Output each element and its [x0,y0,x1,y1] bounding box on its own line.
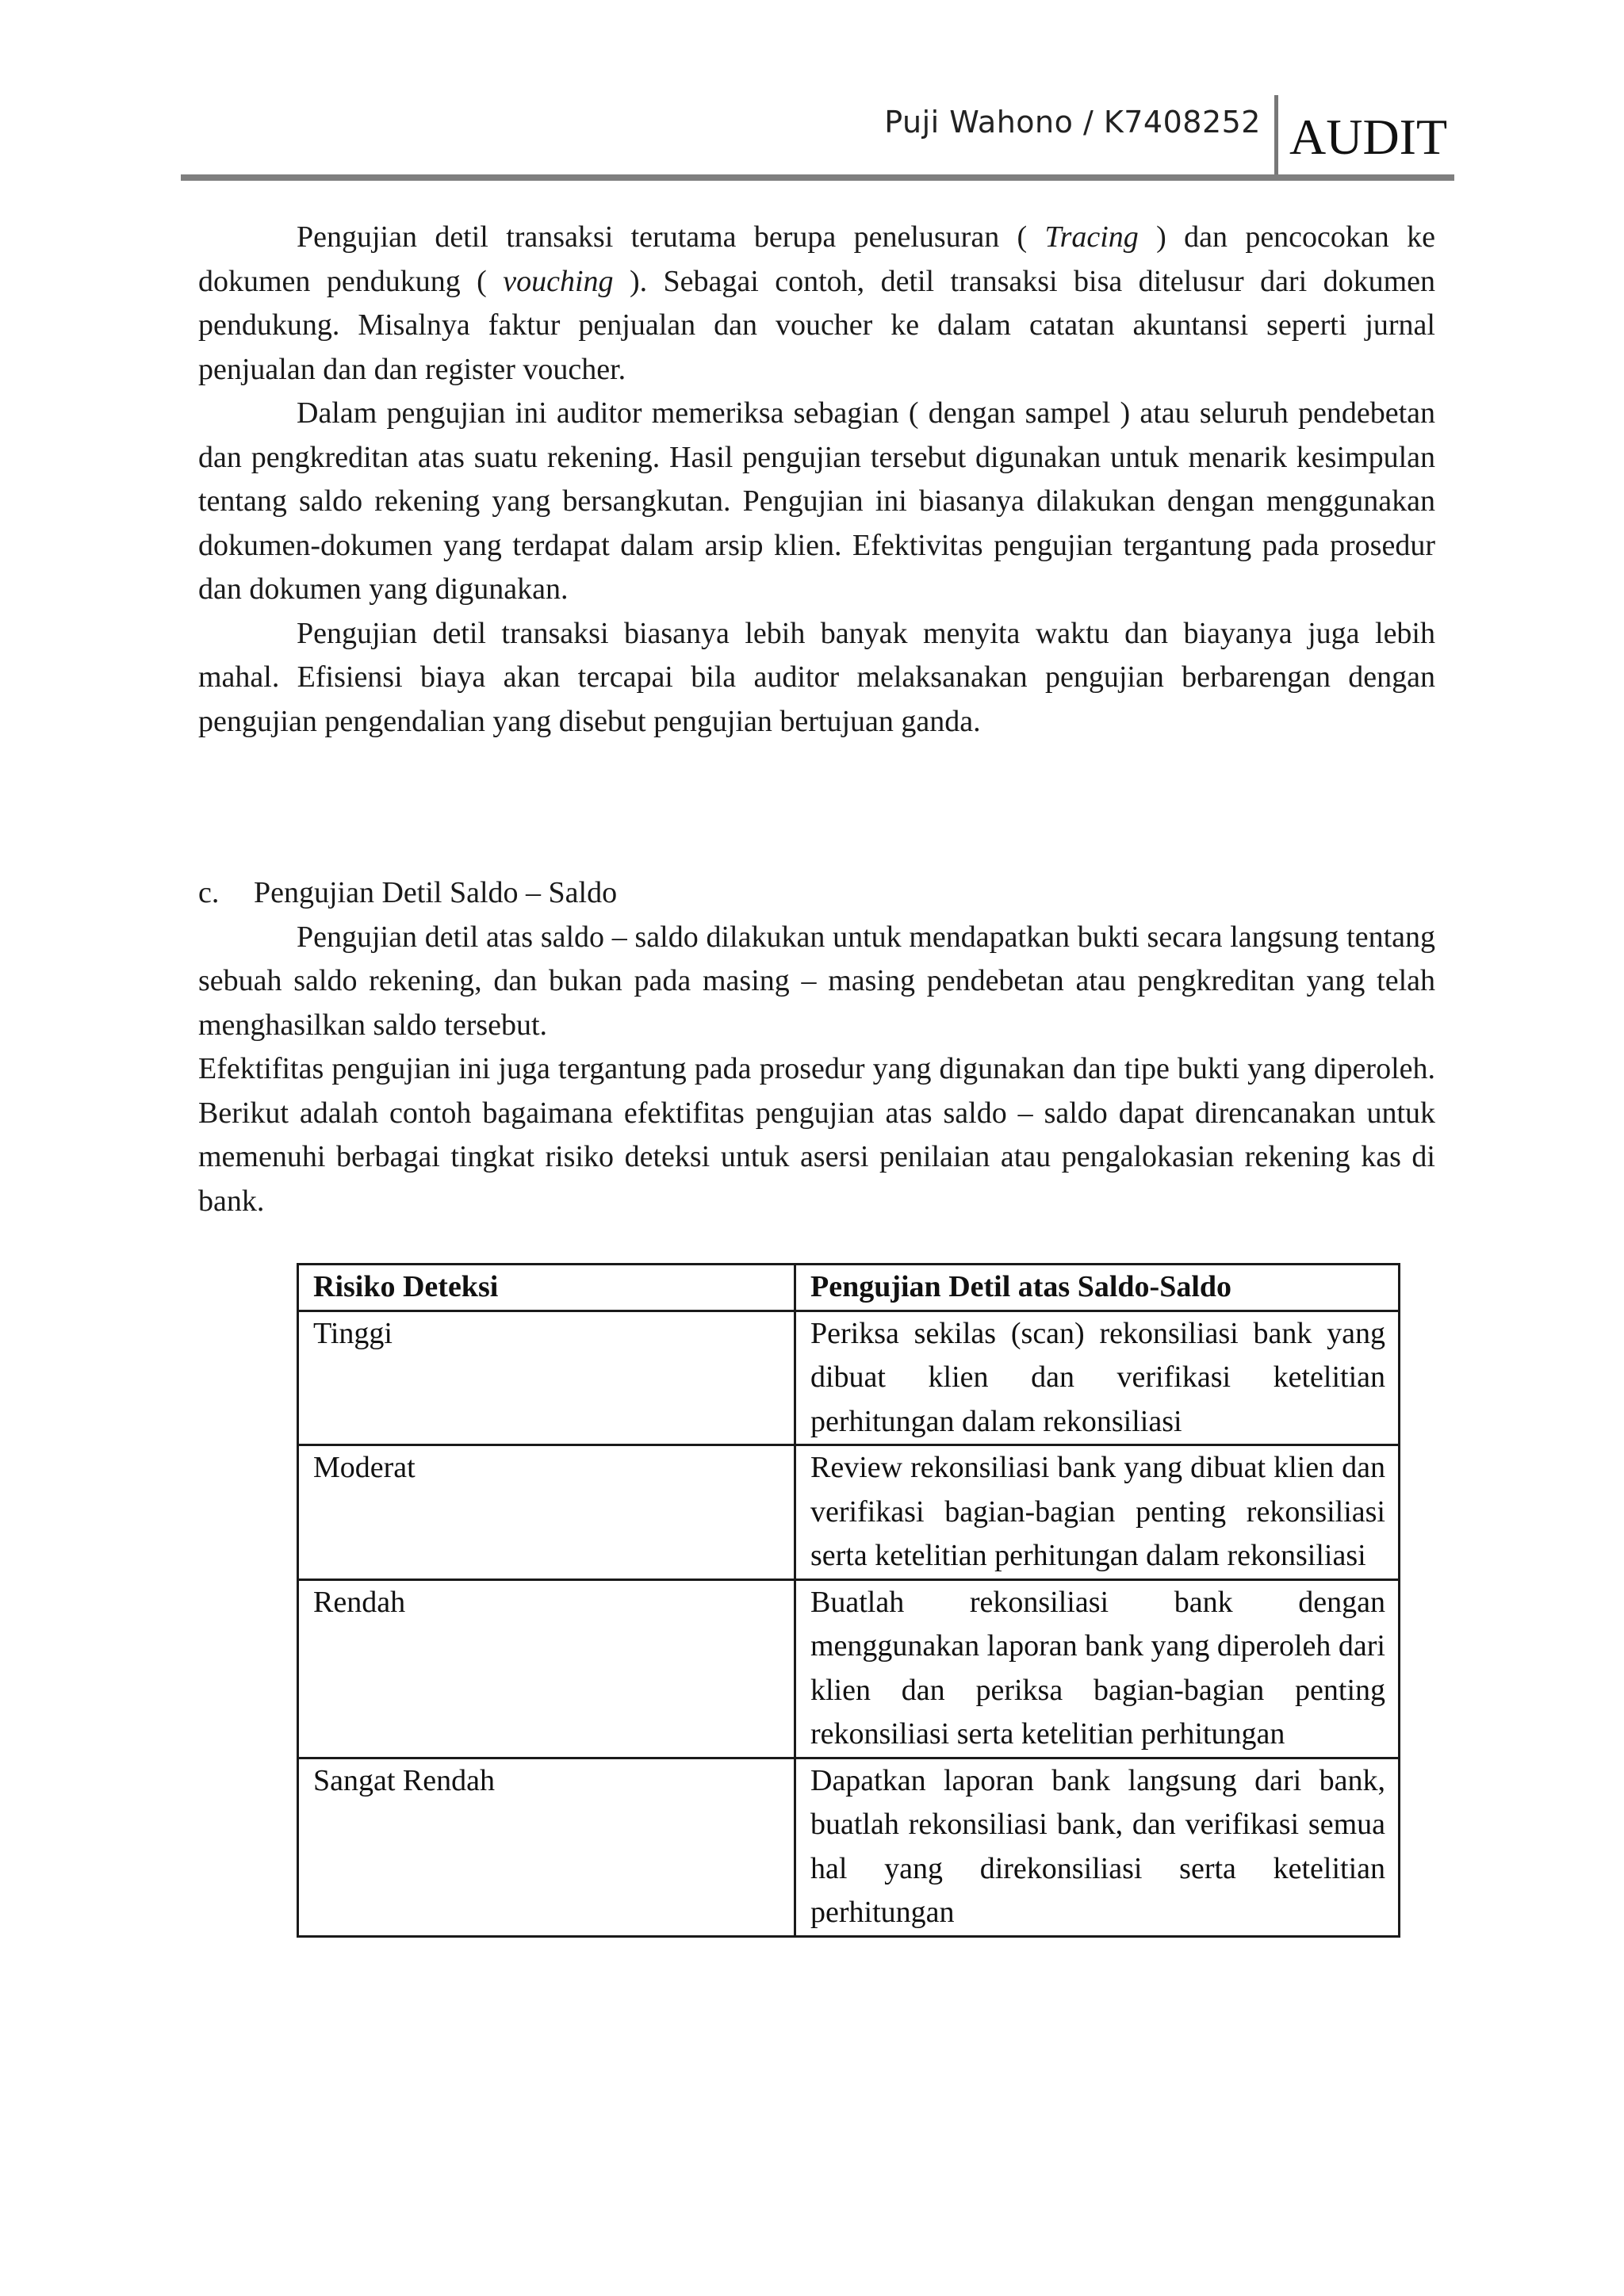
detection-risk-table [297,1263,1400,1938]
section-balance-details [198,871,1435,1223]
table-cell-risk: Sangat Rendah [298,1758,795,1936]
header-divider [1274,95,1278,178]
section-heading-letter: c. [198,876,220,909]
table-cell-risk: Tinggi [298,1311,795,1445]
paragraph-1-part-5: ). Sebagai contoh, detil transaksi bisa ditelusur dari dokumen pendukung. Misalnya faktur penjualan dan voucher ke dalam catatan akuntansi seperti jurnal penjualan dan dan register voucher. [198,264,1435,386]
table-cell-risk: Rendah [298,1579,795,1758]
table-cell-risk: Moderat [298,1445,795,1580]
table-cell-test: Periksa sekilas (scan) rekonsiliasi bank yang dibuat klien dan verifikasi ketelitian perhitungan dalam rekonsiliasi [795,1311,1400,1445]
section-transaction-details [198,216,1435,744]
paragraph-5: Efektifitas pengujian ini juga tergantung pada prosedur yang digunakan dan tipe bukti yang diperoleh. Berikut adalah contoh bagaimana efektifitas pengujian atas saldo – saldo dapat direncanakan untuk memenuhi berbagai tingkat risiko deteksi untuk asersi penilaian atau pengalokasian rekening kas di bank. [198,1052,1435,1218]
table-cell-test: Review rekonsiliasi bank yang dibuat klien dan verifikasi bagian-bagian penting rekonsiliasi serta ketelitian perhitungan dalam rekonsiliasi [795,1445,1400,1580]
table-cell-test: Dapatkan laporan bank langsung dari bank, buatlah rekonsiliasi bank, dan verifikasi semua hal yang direkonsiliasi serta ketelitian perhitungan [795,1758,1400,1936]
paragraph-1-term-tracing: Tracing [1044,220,1139,254]
table-header-row [298,1265,1400,1311]
paragraph-1-part-3: ) dan pencocokan ke dokumen pendukung ( [198,220,1435,298]
paragraph-1-term-vouching: vouching [503,264,614,298]
table-row [298,1758,1400,1936]
section-heading [198,871,1435,916]
paragraph-1-part-1: Pengujian detil transaksi terutama berupa penelusuran ( [297,220,1045,254]
paragraph-1 [198,216,1435,392]
table-cell-test: Buatlah rekonsiliasi bank dengan menggunakan laporan bank yang diperoleh dari klien dan periksa bagian-bagian penting rekonsiliasi serta ketelitian perhitungan [795,1579,1400,1758]
section-heading-text: Pengujian Detil Saldo – Saldo [254,876,618,909]
paragraph-3: Pengujian detil transaksi biasanya lebih banyak menyita waktu dan biayanya juga lebih mahal. Efisiensi biaya akan tercapai bila auditor melaksanakan pengujian berbarengan dengan pengujian pengendalian yang disebut pengujian bertujuan ganda. [198,616,1435,738]
header-title: AUDIT [1289,109,1448,165]
table-header-risk: Risiko Deteksi [298,1265,795,1311]
table-row [298,1445,1400,1580]
table-header-test: Pengujian Detil atas Saldo-Saldo [795,1265,1400,1311]
paragraph-4: Pengujian detil atas saldo – saldo dilakukan untuk mendapatkan bukti secara langsung tentang sebuah saldo rekening, dan bukan pada masing – masing pendebetan atau pengkreditan yang telah menghasilkan saldo tersebut. [198,920,1435,1042]
table-row [298,1311,1400,1445]
header-rule [181,174,1454,181]
header-author: Puji Wahono / K7408252 [884,105,1261,140]
paragraph-2: Dalam pengujian ini auditor memeriksa sebagian ( dengan sampel ) atau seluruh pendebetan dan pengkreditan atas suatu rekening. Hasil pengujian tersebut digunakan untuk menarik kesimpulan tentang saldo rekening yang bersangkutan. Pengujian ini biasanya dilakukan dengan menggunakan dokumen-dokumen yang terdapat dalam arsip klien. Efektivitas pengujian tergantung pada prosedur dan dokumen yang digunakan. [198,396,1435,606]
table-row [298,1579,1400,1758]
